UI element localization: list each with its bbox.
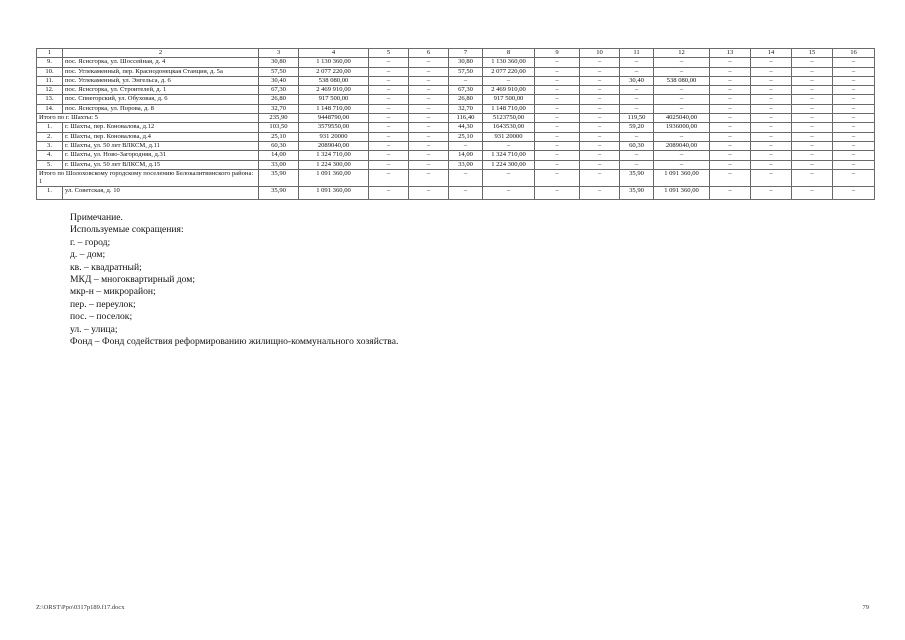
table-cell: – <box>409 86 449 95</box>
table-cell: 2 469 910,00 <box>299 86 369 95</box>
table-cell: 1 224 300,00 <box>299 160 369 169</box>
housing-data-table-wrapper <box>36 48 874 200</box>
address-cell: г. Шахты, ул. Ново-Загородняя, д.31 <box>63 151 259 160</box>
table-cell: 538 080,00 <box>654 76 710 85</box>
table-cell: – <box>833 86 875 95</box>
table-cell: – <box>483 169 535 187</box>
table-cell: – <box>449 187 483 200</box>
table-cell: – <box>535 58 580 67</box>
table-cell: – <box>710 58 751 67</box>
table-cell: – <box>833 132 875 141</box>
note-line: Используемые сокращения: <box>70 224 184 236</box>
table-cell: – <box>751 169 792 187</box>
row-index-cell: 12. <box>37 86 63 95</box>
table-cell: – <box>369 141 409 150</box>
column-number-cell: 13 <box>710 49 751 58</box>
table-cell: 931 20000 <box>299 132 369 141</box>
table-cell: – <box>710 151 751 160</box>
address-cell: ул. Советская, д. 10 <box>63 187 259 200</box>
column-number-cell: 7 <box>449 49 483 58</box>
table-cell: – <box>535 169 580 187</box>
column-number-cell: 3 <box>259 49 299 58</box>
table-cell: – <box>409 95 449 104</box>
table-cell: – <box>833 169 875 187</box>
table-cell: – <box>751 151 792 160</box>
table-cell: 4025040,00 <box>654 114 710 123</box>
column-number-cell: 16 <box>833 49 875 58</box>
table-cell: – <box>580 160 620 169</box>
table-cell: 9448790,00 <box>299 114 369 123</box>
housing-data-table <box>36 48 875 200</box>
column-number-cell: 4 <box>299 49 369 58</box>
table-cell: – <box>535 141 580 150</box>
table-cell: – <box>620 160 654 169</box>
table-row <box>37 132 875 141</box>
table-cell: – <box>580 114 620 123</box>
table-cell: – <box>751 187 792 200</box>
note-line: пер. – переулок; <box>70 298 136 310</box>
table-cell: 1 091 360,00 <box>299 169 369 187</box>
table-cell: 2089040,00 <box>299 141 369 150</box>
table-cell: 30,80 <box>449 58 483 67</box>
table-row <box>37 95 875 104</box>
table-cell: 14,00 <box>259 151 299 160</box>
address-cell: пос. Углекаменный, пер. Краснодонецкая Станция, д. 5а <box>63 67 259 76</box>
table-cell: – <box>710 104 751 113</box>
table-cell: 26,80 <box>259 95 299 104</box>
note-line: пос. – поселок; <box>70 311 133 323</box>
table-cell: 26,80 <box>449 95 483 104</box>
table-cell: – <box>710 132 751 141</box>
address-cell: пос. Яснсгорка, ул. Строителей, д. 1 <box>63 86 259 95</box>
table-cell: – <box>833 76 875 85</box>
address-cell: пос. Яснсгорка, ул. Шоссейная, д. 4 <box>63 58 259 67</box>
note-line: МКД – многоквартирный дом; <box>70 274 196 286</box>
table-cell: – <box>369 160 409 169</box>
table-cell: – <box>535 95 580 104</box>
table-cell: 59,20 <box>620 123 654 132</box>
table-cell: – <box>580 58 620 67</box>
table-cell: – <box>654 67 710 76</box>
table-cell: – <box>409 114 449 123</box>
table-cell: – <box>535 151 580 160</box>
note-line: мкр-н – микрорайон; <box>70 286 156 298</box>
table-cell: 1 130 360,00 <box>299 58 369 67</box>
table-row <box>37 187 875 200</box>
table-cell: – <box>751 86 792 95</box>
note-line: кв. – квадратный; <box>70 261 142 273</box>
table-cell: 57,50 <box>259 67 299 76</box>
table-cell: – <box>535 104 580 113</box>
table-cell: – <box>620 151 654 160</box>
table-cell: 1 324 710,00 <box>483 151 535 160</box>
address-cell: г. Шахты, пер. Коновалова, д.4 <box>63 132 259 141</box>
table-cell: – <box>369 169 409 187</box>
table-cell: – <box>620 86 654 95</box>
table-cell: – <box>792 123 833 132</box>
table-cell: – <box>792 104 833 113</box>
table-cell: – <box>449 141 483 150</box>
table-cell: 116,40 <box>449 114 483 123</box>
table-cell: 1 091 360,00 <box>654 187 710 200</box>
table-cell: – <box>620 67 654 76</box>
table-cell: 1 091 360,00 <box>299 187 369 200</box>
table-cell: 1 148 710,00 <box>299 104 369 113</box>
table-cell: – <box>654 86 710 95</box>
subtotal-row <box>37 114 875 123</box>
row-index-cell: 1. <box>37 123 63 132</box>
table-cell: – <box>369 114 409 123</box>
table-row <box>37 86 875 95</box>
table-cell: – <box>751 123 792 132</box>
table-cell: 5123750,00 <box>483 114 535 123</box>
row-index-cell: 3. <box>37 141 63 150</box>
table-cell: – <box>409 58 449 67</box>
column-number-cell: 6 <box>409 49 449 58</box>
table-cell: – <box>751 132 792 141</box>
table-cell: – <box>833 123 875 132</box>
address-cell: г. Шахты, ул. 50 лет ВЛКСМ, д.11 <box>63 141 259 150</box>
table-cell: – <box>369 132 409 141</box>
table-cell: 1936000,00 <box>654 123 710 132</box>
table-cell: – <box>792 169 833 187</box>
notes-section <box>70 212 710 348</box>
table-cell: 1 148 710,00 <box>483 104 535 113</box>
table-cell: – <box>535 123 580 132</box>
table-cell: 57,50 <box>449 67 483 76</box>
table-cell: – <box>751 76 792 85</box>
table-cell: – <box>535 160 580 169</box>
table-cell: 538 080,00 <box>299 76 369 85</box>
table-cell: – <box>751 160 792 169</box>
table-cell: – <box>535 114 580 123</box>
table-cell: – <box>483 141 535 150</box>
table-row <box>37 151 875 160</box>
table-row <box>37 123 875 132</box>
table-cell: – <box>369 104 409 113</box>
table-cell: 1 324 710,00 <box>299 151 369 160</box>
table-cell: – <box>409 104 449 113</box>
table-cell: – <box>833 95 875 104</box>
column-number-cell: 1 <box>37 49 63 58</box>
table-cell: 119,50 <box>620 114 654 123</box>
table-cell: – <box>369 187 409 200</box>
table-cell: 35,90 <box>620 187 654 200</box>
table-row <box>37 160 875 169</box>
table-cell: 2 077 220,00 <box>299 67 369 76</box>
address-cell: г. Шахты, ул. 50 лет ВЛКСМ, д.15 <box>63 160 259 169</box>
address-cell: г. Шахты, пер. Коновалова, д.12 <box>63 123 259 132</box>
table-cell: – <box>620 104 654 113</box>
table-cell: – <box>792 76 833 85</box>
table-cell: – <box>710 123 751 132</box>
table-cell: 32,70 <box>449 104 483 113</box>
address-cell: пос. Углекаменный, ул. Энгельса, д. 6 <box>63 76 259 85</box>
table-cell: – <box>409 169 449 187</box>
column-number-cell: 14 <box>751 49 792 58</box>
table-row <box>37 76 875 85</box>
row-index-cell: 2. <box>37 132 63 141</box>
table-cell: – <box>710 187 751 200</box>
table-cell: – <box>369 58 409 67</box>
subtotal-label: Итого по г. Шахты: 5 <box>37 114 259 123</box>
table-cell: – <box>710 76 751 85</box>
table-cell: – <box>620 132 654 141</box>
table-cell: – <box>409 160 449 169</box>
row-index-cell: 10. <box>37 67 63 76</box>
table-cell: 2 469 910,00 <box>483 86 535 95</box>
table-cell: – <box>654 151 710 160</box>
table-cell: – <box>833 151 875 160</box>
table-cell: – <box>792 187 833 200</box>
table-cell: 60,30 <box>620 141 654 150</box>
table-cell: – <box>409 141 449 150</box>
table-cell: – <box>751 95 792 104</box>
table-cell: – <box>792 151 833 160</box>
table-cell: 33,00 <box>259 160 299 169</box>
notes-heading: Примечание. <box>70 212 123 223</box>
table-cell: – <box>580 187 620 200</box>
table-cell: 103,50 <box>259 123 299 132</box>
table-cell: – <box>449 76 483 85</box>
table-cell: – <box>369 151 409 160</box>
table-cell: – <box>833 58 875 67</box>
table-cell: – <box>620 95 654 104</box>
subtotal-label: Итого по Шолоховскому городскому поселению Белокалитвинского района: 1 <box>37 169 259 187</box>
row-index-cell: 1. <box>37 187 63 200</box>
table-cell: – <box>710 114 751 123</box>
table-cell: – <box>369 76 409 85</box>
table-cell: 917 500,00 <box>299 95 369 104</box>
column-number-cell: 15 <box>792 49 833 58</box>
table-cell: – <box>833 67 875 76</box>
table-cell: 1 130 360,00 <box>483 58 535 67</box>
table-cell: 1 091 360,00 <box>654 169 710 187</box>
table-cell: 35,90 <box>259 169 299 187</box>
table-cell: 2 077 220,00 <box>483 67 535 76</box>
table-cell: – <box>751 104 792 113</box>
table-cell: – <box>535 187 580 200</box>
table-cell: – <box>409 123 449 132</box>
table-cell: – <box>409 76 449 85</box>
table-cell: – <box>369 95 409 104</box>
table-cell: 1 224 300,00 <box>483 160 535 169</box>
column-number-cell: 10 <box>580 49 620 58</box>
table-cell: – <box>654 95 710 104</box>
footer-file-path: Z:\ORST\Ppo\0317p189.f17.docx <box>36 604 125 611</box>
table-row <box>37 141 875 150</box>
table-cell: – <box>710 67 751 76</box>
table-cell: – <box>580 123 620 132</box>
table-cell: – <box>620 58 654 67</box>
table-cell: – <box>751 114 792 123</box>
column-number-cell: 2 <box>63 49 259 58</box>
table-cell: 235,90 <box>259 114 299 123</box>
table-body <box>37 49 875 200</box>
table-cell: 917 500,00 <box>483 95 535 104</box>
table-cell: – <box>369 123 409 132</box>
table-cell: – <box>483 187 535 200</box>
table-row <box>37 58 875 67</box>
table-cell: – <box>535 76 580 85</box>
table-cell: – <box>449 169 483 187</box>
row-index-cell: 13. <box>37 95 63 104</box>
table-cell: 3579550,00 <box>299 123 369 132</box>
table-cell: 25,10 <box>259 132 299 141</box>
table-cell: 931 20000 <box>483 132 535 141</box>
table-cell: – <box>535 132 580 141</box>
table-cell: – <box>710 169 751 187</box>
table-cell: – <box>792 86 833 95</box>
table-cell: – <box>792 132 833 141</box>
table-cell: – <box>654 58 710 67</box>
table-cell: – <box>580 141 620 150</box>
table-cell: 33,00 <box>449 160 483 169</box>
table-cell: 14,00 <box>449 151 483 160</box>
column-number-cell: 5 <box>369 49 409 58</box>
address-cell: пос. Яснсгорка, ул. Порова, д. 8 <box>63 104 259 113</box>
table-cell: – <box>580 95 620 104</box>
table-cell: 67,30 <box>449 86 483 95</box>
column-number-row <box>37 49 875 58</box>
page-number: 79 <box>862 604 869 611</box>
table-cell: – <box>751 67 792 76</box>
table-cell: 35,90 <box>259 187 299 200</box>
table-cell: – <box>833 141 875 150</box>
table-cell: – <box>580 169 620 187</box>
table-cell: – <box>409 67 449 76</box>
table-cell: – <box>710 95 751 104</box>
table-cell: – <box>654 132 710 141</box>
table-cell: – <box>751 58 792 67</box>
table-cell: – <box>792 58 833 67</box>
table-cell: – <box>792 95 833 104</box>
table-cell: – <box>833 160 875 169</box>
table-cell: – <box>483 76 535 85</box>
table-cell: – <box>792 160 833 169</box>
table-cell: 2089040,00 <box>654 141 710 150</box>
note-line: Фонд – Фонд содействия реформированию жилищно-коммунального хозяйства. <box>70 336 399 348</box>
table-cell: – <box>710 141 751 150</box>
table-cell: – <box>833 114 875 123</box>
note-line: г. – город; <box>70 236 111 248</box>
table-cell: 1643530,00 <box>483 123 535 132</box>
column-number-cell: 9 <box>535 49 580 58</box>
table-cell: 67,30 <box>259 86 299 95</box>
table-cell: 30,80 <box>259 58 299 67</box>
table-cell: – <box>654 104 710 113</box>
table-cell: – <box>580 132 620 141</box>
table-cell: – <box>580 151 620 160</box>
table-cell: – <box>792 141 833 150</box>
table-row <box>37 67 875 76</box>
table-cell: 30,40 <box>620 76 654 85</box>
table-cell: – <box>580 76 620 85</box>
table-row <box>37 104 875 113</box>
table-cell: – <box>409 151 449 160</box>
table-cell: – <box>710 160 751 169</box>
table-cell: – <box>833 187 875 200</box>
table-cell: 32,70 <box>259 104 299 113</box>
table-cell: – <box>535 86 580 95</box>
column-number-cell: 8 <box>483 49 535 58</box>
address-cell: пос. Спнегорский, ул. Обуховая, д. 6 <box>63 95 259 104</box>
table-cell: – <box>580 86 620 95</box>
table-cell: – <box>369 67 409 76</box>
table-cell: – <box>654 160 710 169</box>
table-cell: – <box>580 104 620 113</box>
row-index-cell: 4. <box>37 151 63 160</box>
table-cell: 25,10 <box>449 132 483 141</box>
row-index-cell: 14. <box>37 104 63 113</box>
table-cell: 44,30 <box>449 123 483 132</box>
table-cell: 30,40 <box>259 76 299 85</box>
row-index-cell: 11. <box>37 76 63 85</box>
table-cell: – <box>710 86 751 95</box>
column-number-cell: 11 <box>620 49 654 58</box>
table-cell: – <box>833 104 875 113</box>
table-cell: – <box>792 114 833 123</box>
subtotal-row <box>37 169 875 187</box>
table-cell: – <box>369 86 409 95</box>
note-line: д. – дом; <box>70 249 106 261</box>
row-index-cell: 5. <box>37 160 63 169</box>
table-cell: – <box>751 141 792 150</box>
table-cell: 35,90 <box>620 169 654 187</box>
row-index-cell: 9. <box>37 58 63 67</box>
table-cell: – <box>409 132 449 141</box>
table-cell: 60,30 <box>259 141 299 150</box>
table-cell: – <box>409 187 449 200</box>
table-cell: – <box>580 67 620 76</box>
table-cell: – <box>792 67 833 76</box>
column-number-cell: 12 <box>654 49 710 58</box>
table-cell: – <box>535 67 580 76</box>
note-line: ул. – улица; <box>70 323 118 335</box>
